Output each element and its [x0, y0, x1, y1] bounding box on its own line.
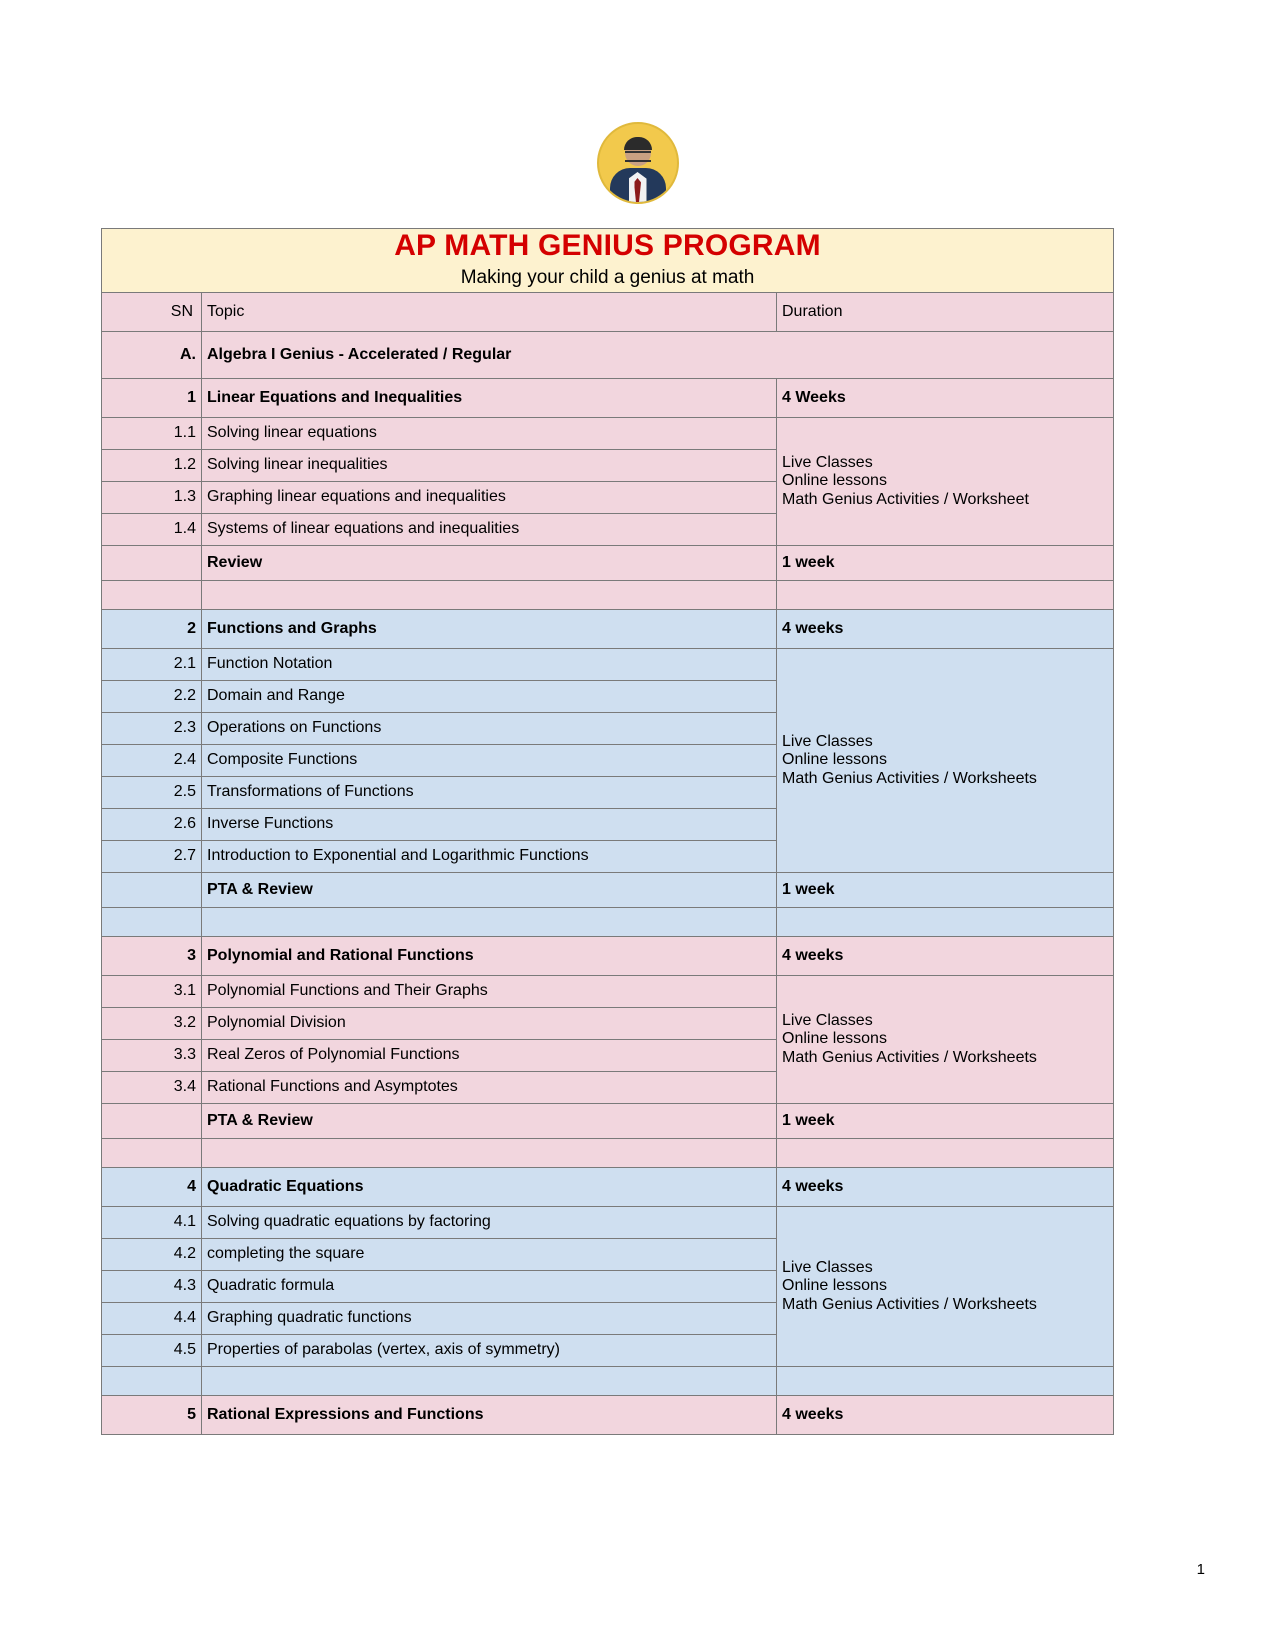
spacer-cell [102, 1367, 202, 1396]
topic-name: Real Zeros of Polynomial Functions [202, 1040, 777, 1072]
spacer-cell [777, 1139, 1114, 1168]
syllabus-table-container [101, 228, 1113, 1435]
delivery-line-2: Online lessons [782, 1277, 887, 1295]
section-name: Algebra I Genius - Accelerated / Regular [202, 332, 1114, 379]
delivery-methods [777, 649, 1114, 873]
unit-name: Functions and Graphs [202, 610, 777, 649]
table-row-topic [102, 1207, 1114, 1239]
topic-name: Graphing linear equations and inequalities [202, 482, 777, 514]
topic-number: 2.2 [102, 681, 202, 713]
page-number: 1 [1196, 1561, 1205, 1578]
topic-number: 2.7 [102, 841, 202, 873]
topic-name: Solving quadratic equations by factoring [202, 1207, 777, 1239]
column-header-sn: SN [102, 293, 202, 332]
topic-number: 2.1 [102, 649, 202, 681]
review-duration: 1 week [777, 873, 1114, 908]
review-number-blank [102, 1104, 202, 1139]
review-label: Review [202, 546, 777, 581]
table-row-section [102, 332, 1114, 379]
topic-name: Solving linear inequalities [202, 450, 777, 482]
topic-name: Solving linear equations [202, 418, 777, 450]
review-label: PTA & Review [202, 1104, 777, 1139]
table-row-topic [102, 976, 1114, 1008]
topic-number: 1.1 [102, 418, 202, 450]
topic-number: 2.4 [102, 745, 202, 777]
unit-name: Rational Expressions and Functions [202, 1396, 777, 1435]
topic-number: 4.1 [102, 1207, 202, 1239]
table-row-unit [102, 379, 1114, 418]
unit-name: Linear Equations and Inequalities [202, 379, 777, 418]
delivery-line-1: Live Classes [782, 454, 873, 472]
delivery-line-3: Math Genius Activities / Worksheets [782, 1295, 1037, 1313]
spacer-cell [202, 1367, 777, 1396]
delivery-line-1: Live Classes [782, 733, 873, 751]
topic-number: 3.4 [102, 1072, 202, 1104]
topic-name: Polynomial Division [202, 1008, 777, 1040]
unit-number: 1 [102, 379, 202, 418]
topic-number: 2.3 [102, 713, 202, 745]
delivery-line-2: Online lessons [782, 751, 887, 769]
review-duration: 1 week [777, 1104, 1114, 1139]
logo-container [0, 122, 1275, 204]
spacer-cell [102, 581, 202, 610]
topic-name: Domain and Range [202, 681, 777, 713]
topic-number: 1.4 [102, 514, 202, 546]
delivery-line-3: Math Genius Activities / Worksheet [782, 490, 1029, 508]
unit-name: Quadratic Equations [202, 1168, 777, 1207]
table-row-title [102, 229, 1114, 293]
delivery-methods [777, 1207, 1114, 1367]
review-number-blank [102, 873, 202, 908]
topic-name: Graphing quadratic functions [202, 1303, 777, 1335]
topic-name: Polynomial Functions and Their Graphs [202, 976, 777, 1008]
unit-duration: 4 Weeks [777, 379, 1114, 418]
table-row-unit [102, 610, 1114, 649]
unit-duration: 4 weeks [777, 610, 1114, 649]
topic-number: 3.2 [102, 1008, 202, 1040]
topic-number: 4.5 [102, 1335, 202, 1367]
delivery-methods [777, 418, 1114, 546]
spacer-cell [102, 1139, 202, 1168]
delivery-line-1: Live Classes [782, 1012, 873, 1030]
instructor-avatar-logo [597, 122, 679, 204]
avatar-glasses-icon [625, 151, 651, 162]
column-header-duration: Duration [777, 293, 1114, 332]
delivery-line-3: Math Genius Activities / Worksheets [782, 1048, 1037, 1066]
syllabus-table [101, 228, 1114, 1435]
table-row-spacer [102, 1367, 1114, 1396]
unit-duration: 4 weeks [777, 937, 1114, 976]
page-title: AP MATH GENIUS PROGRAM [394, 229, 821, 262]
delivery-methods [777, 976, 1114, 1104]
topic-number: 3.3 [102, 1040, 202, 1072]
topic-number: 1.3 [102, 482, 202, 514]
review-number-blank [102, 546, 202, 581]
table-row-spacer [102, 581, 1114, 610]
topic-name: completing the square [202, 1239, 777, 1271]
table-row-unit [102, 1396, 1114, 1435]
topic-name: Quadratic formula [202, 1271, 777, 1303]
topic-number: 3.1 [102, 976, 202, 1008]
topic-number: 4.3 [102, 1271, 202, 1303]
topic-name: Composite Functions [202, 745, 777, 777]
topic-number: 4.4 [102, 1303, 202, 1335]
topic-number: 2.6 [102, 809, 202, 841]
spacer-cell [202, 908, 777, 937]
unit-duration: 4 weeks [777, 1396, 1114, 1435]
unit-number: 5 [102, 1396, 202, 1435]
delivery-line-3: Math Genius Activities / Worksheets [782, 769, 1037, 787]
delivery-line-2: Online lessons [782, 472, 887, 490]
unit-name: Polynomial and Rational Functions [202, 937, 777, 976]
spacer-cell [202, 1139, 777, 1168]
topic-name: Properties of parabolas (vertex, axis of symmetry) [202, 1335, 777, 1367]
table-row-spacer [102, 908, 1114, 937]
table-row-spacer [102, 1139, 1114, 1168]
table-row-column-headers [102, 293, 1114, 332]
table-row-topic [102, 649, 1114, 681]
topic-name: Operations on Functions [202, 713, 777, 745]
delivery-line-2: Online lessons [782, 1030, 887, 1048]
topic-number: 1.2 [102, 450, 202, 482]
spacer-cell [777, 908, 1114, 937]
topic-name: Transformations of Functions [202, 777, 777, 809]
unit-number: 3 [102, 937, 202, 976]
spacer-cell [777, 1367, 1114, 1396]
program-title-cell [102, 229, 1114, 293]
review-duration: 1 week [777, 546, 1114, 581]
section-letter: A. [102, 332, 202, 379]
table-row-review [102, 546, 1114, 581]
topic-number: 2.5 [102, 777, 202, 809]
unit-number: 2 [102, 610, 202, 649]
table-row-review [102, 1104, 1114, 1139]
topic-name: Rational Functions and Asymptotes [202, 1072, 777, 1104]
page-subtitle: Making your child a genius at math [460, 266, 755, 288]
table-row-topic [102, 418, 1114, 450]
column-header-topic: Topic [202, 293, 777, 332]
table-row-unit [102, 937, 1114, 976]
avatar-hair [624, 137, 652, 150]
delivery-line-1: Live Classes [782, 1259, 873, 1277]
spacer-cell [202, 581, 777, 610]
topic-name: Function Notation [202, 649, 777, 681]
unit-duration: 4 weeks [777, 1168, 1114, 1207]
table-row-review [102, 873, 1114, 908]
topic-name: Systems of linear equations and inequalities [202, 514, 777, 546]
spacer-cell [102, 908, 202, 937]
topic-name: Introduction to Exponential and Logarithmic Functions [202, 841, 777, 873]
unit-number: 4 [102, 1168, 202, 1207]
topic-number: 4.2 [102, 1239, 202, 1271]
topic-name: Inverse Functions [202, 809, 777, 841]
table-row-unit [102, 1168, 1114, 1207]
review-label: PTA & Review [202, 873, 777, 908]
spacer-cell [777, 581, 1114, 610]
